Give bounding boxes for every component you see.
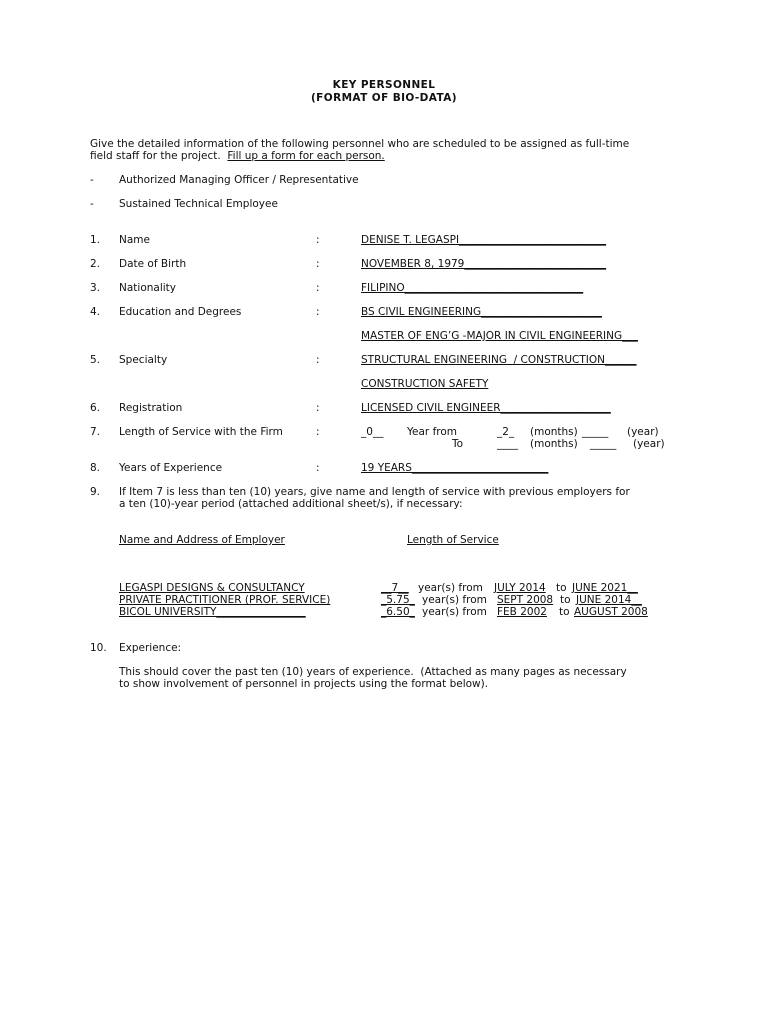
value-specialty-2: CONSTRUCTION SAFETY	[361, 378, 489, 390]
item-number: 3.	[90, 282, 101, 294]
bullet-authorized-officer: Authorized Managing Officer / Representative	[119, 174, 359, 186]
item-number: 1.	[90, 234, 101, 246]
bullet-dash: -	[90, 198, 94, 210]
colon: :	[316, 306, 320, 318]
item-number: 5.	[90, 354, 101, 366]
label-months: (months)	[530, 426, 578, 438]
label-to: to	[556, 582, 567, 594]
label-years-from: year(s) from	[422, 594, 487, 606]
blank-year-value: _____	[582, 426, 609, 438]
colon: :	[316, 426, 320, 438]
item10-line-1: This should cover the past ten (10) years of experience. (Attached as many pages as necessary	[119, 666, 627, 678]
label-years-from: year(s) from	[418, 582, 483, 594]
employer-from-date: JULY 2014	[494, 582, 546, 594]
employer-from-date: SEPT 2008	[497, 594, 554, 606]
colon: :	[316, 234, 320, 246]
label-to: To	[452, 438, 464, 450]
label-specialty: Specialty	[119, 354, 168, 366]
value-years-of-experience: 19 YEARS__________________________	[361, 462, 549, 474]
page-subtitle: (FORMAT OF BIO-DATA)	[310, 92, 457, 104]
employer-name: PRIVATE PRACTITIONER (PROF. SERVICE)	[119, 594, 331, 606]
colon: :	[316, 282, 320, 294]
intro-line-2	[90, 150, 385, 162]
colon: :	[316, 258, 320, 270]
label-years-from: year(s) from	[422, 606, 487, 618]
value-registration: LICENSED CIVIL ENGINEER_____________________	[361, 402, 611, 414]
value-education-masters: MASTER OF ENG’G -MAJOR IN CIVIL ENGINEERING___	[361, 330, 638, 342]
employer-name: BICOL UNIVERSITY_________________	[119, 606, 306, 618]
value-service-months: _2_	[497, 426, 515, 438]
label-registration: Registration	[119, 402, 183, 414]
intro-line-1: Give the detailed information of the following personnel who are scheduled to be assigned as full-time	[90, 138, 630, 150]
blank-year-value: _____	[590, 438, 617, 450]
colon: :	[316, 354, 320, 366]
page-title: KEY PERSONNEL	[332, 79, 436, 91]
label-year: (year)	[633, 438, 665, 450]
employer-from-date: FEB 2002	[497, 606, 547, 618]
value-nationality: FILIPINO__________________________________	[361, 282, 584, 294]
item-number: 4.	[90, 306, 101, 318]
employer-to-date: JUNE 2021__	[572, 582, 638, 594]
column-header-employer: Name and Address of Employer	[119, 534, 285, 546]
value-specialty: STRUCTURAL ENGINEERING / CONSTRUCTION______	[361, 354, 637, 366]
employer-name: LEGASPI DESIGNS & CONSULTANCY	[119, 582, 305, 594]
colon: :	[316, 462, 320, 474]
label-education: Education and Degrees	[119, 306, 242, 318]
label-nationality: Nationality	[119, 282, 177, 294]
label-name: Name	[119, 234, 150, 246]
value-service-years: _0__	[361, 426, 384, 438]
value-education-bs: BS CIVIL ENGINEERING_______________________	[361, 306, 602, 318]
employer-years: _5.75_	[381, 594, 415, 606]
label-months: (months)	[530, 438, 578, 450]
label-year-from: Year from	[407, 426, 458, 438]
blank-months-value: ____	[497, 438, 518, 450]
item-number: 8.	[90, 462, 101, 474]
label-year: (year)	[627, 426, 659, 438]
bullet-dash: -	[90, 174, 94, 186]
label-to: to	[559, 606, 570, 618]
item9-line-2: a ten (10)-year period (attached additional sheet/s), if necessary:	[119, 498, 463, 510]
label-date-of-birth: Date of Birth	[119, 258, 187, 270]
label-years-of-experience: Years of Experience	[119, 462, 223, 474]
item-number: 9.	[90, 486, 101, 498]
label-experience: Experience:	[119, 642, 182, 654]
value-date-of-birth: NOVEMBER 8, 1979___________________________	[361, 258, 607, 270]
label-to: to	[560, 594, 571, 606]
item10-line-2: to show involvement of personnel in projects using the format below).	[119, 678, 489, 690]
employer-years: __7__	[381, 582, 409, 594]
item9-line-1: If Item 7 is less than ten (10) years, give name and length of service with previous employers for	[119, 486, 630, 498]
bullet-technical-employee: Sustained Technical Employee	[119, 198, 278, 210]
employer-years: _6.50_	[381, 606, 415, 618]
employer-to-date: AUGUST 2008	[574, 606, 648, 618]
intro-instruction: Fill up a form for each person.	[227, 150, 385, 162]
item-number: 10.	[90, 642, 107, 654]
value-name: DENISE T. LEGASPI____________________________	[361, 234, 607, 246]
colon: :	[316, 402, 320, 414]
label-length-of-service: Length of Service with the Firm	[119, 426, 283, 438]
intro-line-2-text: field staff for the project.	[90, 150, 228, 162]
item-number: 6.	[90, 402, 101, 414]
column-header-length: Length of Service	[407, 534, 499, 546]
employer-to-date: JUNE 2014__	[576, 594, 642, 606]
item-number: 7.	[90, 426, 101, 438]
item-number: 2.	[90, 258, 101, 270]
